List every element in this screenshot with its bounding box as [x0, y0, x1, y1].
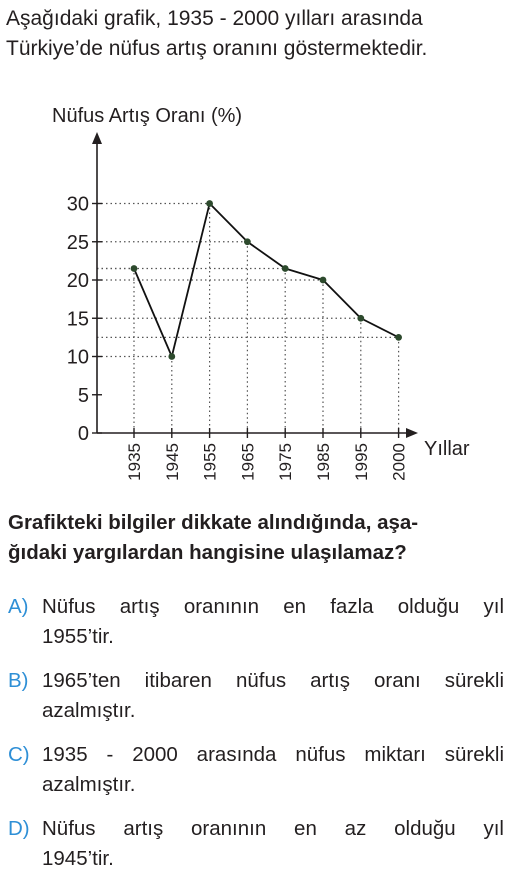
intro-text [6, 4, 516, 64]
data-point [168, 353, 175, 360]
x-axis-arrow [406, 428, 418, 438]
guide-lines [97, 204, 399, 434]
x-tick-label: 1965 [238, 443, 258, 481]
option-d-line-2: 1945’tir. [42, 847, 114, 870]
y-tick-label: 25 [66, 231, 89, 254]
intro-line-1: Aşağıdaki grafik, 1935 - 2000 yılları arasında [6, 7, 423, 30]
option-c-text [42, 740, 504, 800]
y-tick-label: 0 [77, 423, 89, 445]
x-tick-label: 1955 [200, 443, 220, 481]
option-d-text [42, 814, 504, 874]
option-d-line-1: Nüfus artış oranının en az olduğu yıl [42, 817, 504, 840]
option-c-line-1: 1935 - 2000 arasında nüfus miktarı sürekli [42, 743, 504, 766]
option-a-line-2: 1955’tir. [42, 625, 114, 648]
option-b-line-1: 1965’ten itibaren nüfus artış oranı sürekli [42, 669, 504, 692]
data-point [395, 334, 402, 341]
y-axis-title: Nüfus Artış Oranı (%) [52, 105, 243, 127]
series [131, 200, 402, 360]
population-growth-chart [0, 90, 516, 500]
x-ticks [125, 428, 409, 481]
question-line-1: Grafikteki bilgiler dikkate alındığında, aşa- [8, 511, 419, 534]
y-tick-label: 10 [66, 346, 89, 369]
line-chart [0, 90, 516, 500]
data-point [282, 265, 289, 272]
x-tick-label: 2000 [389, 443, 409, 481]
data-point [244, 238, 251, 245]
x-tick-label: 1985 [314, 443, 333, 481]
option-a-letter: A) [8, 595, 29, 618]
data-point [206, 200, 213, 207]
y-tick-label: 20 [66, 270, 89, 292]
question-line-2: ğıdaki yargılardan hangisine ulaşılamaz? [8, 541, 407, 564]
option-b-line-2: azalmıştır. [42, 699, 136, 722]
option-b-letter: B) [8, 669, 29, 692]
y-tick-label: 30 [66, 193, 89, 216]
intro-line-2: Türkiye’de nüfus artış oranını göstermektedir. [6, 37, 428, 60]
x-tick-label: 1945 [162, 443, 182, 481]
data-point [131, 265, 138, 272]
y-tick-label: 5 [77, 384, 89, 407]
x-tick-label: 1975 [276, 443, 296, 481]
question-text [8, 508, 510, 568]
x-axis-title: Yıllar [424, 438, 470, 460]
x-tick-label: 1995 [351, 443, 371, 481]
option-a-text [42, 592, 504, 652]
x-tick-label: 1935 [125, 443, 144, 481]
data-point [357, 315, 364, 322]
option-c-line-2: azalmıştır. [42, 773, 136, 796]
y-tick-label: 15 [66, 308, 89, 331]
data-point [320, 277, 327, 284]
option-d-letter: D) [8, 817, 30, 840]
option-b-text [42, 666, 504, 726]
option-a-line-1: Nüfus artış oranının en fazla olduğu yıl [42, 595, 504, 618]
y-axis-arrow [92, 132, 102, 144]
option-c-letter: C) [8, 743, 30, 766]
